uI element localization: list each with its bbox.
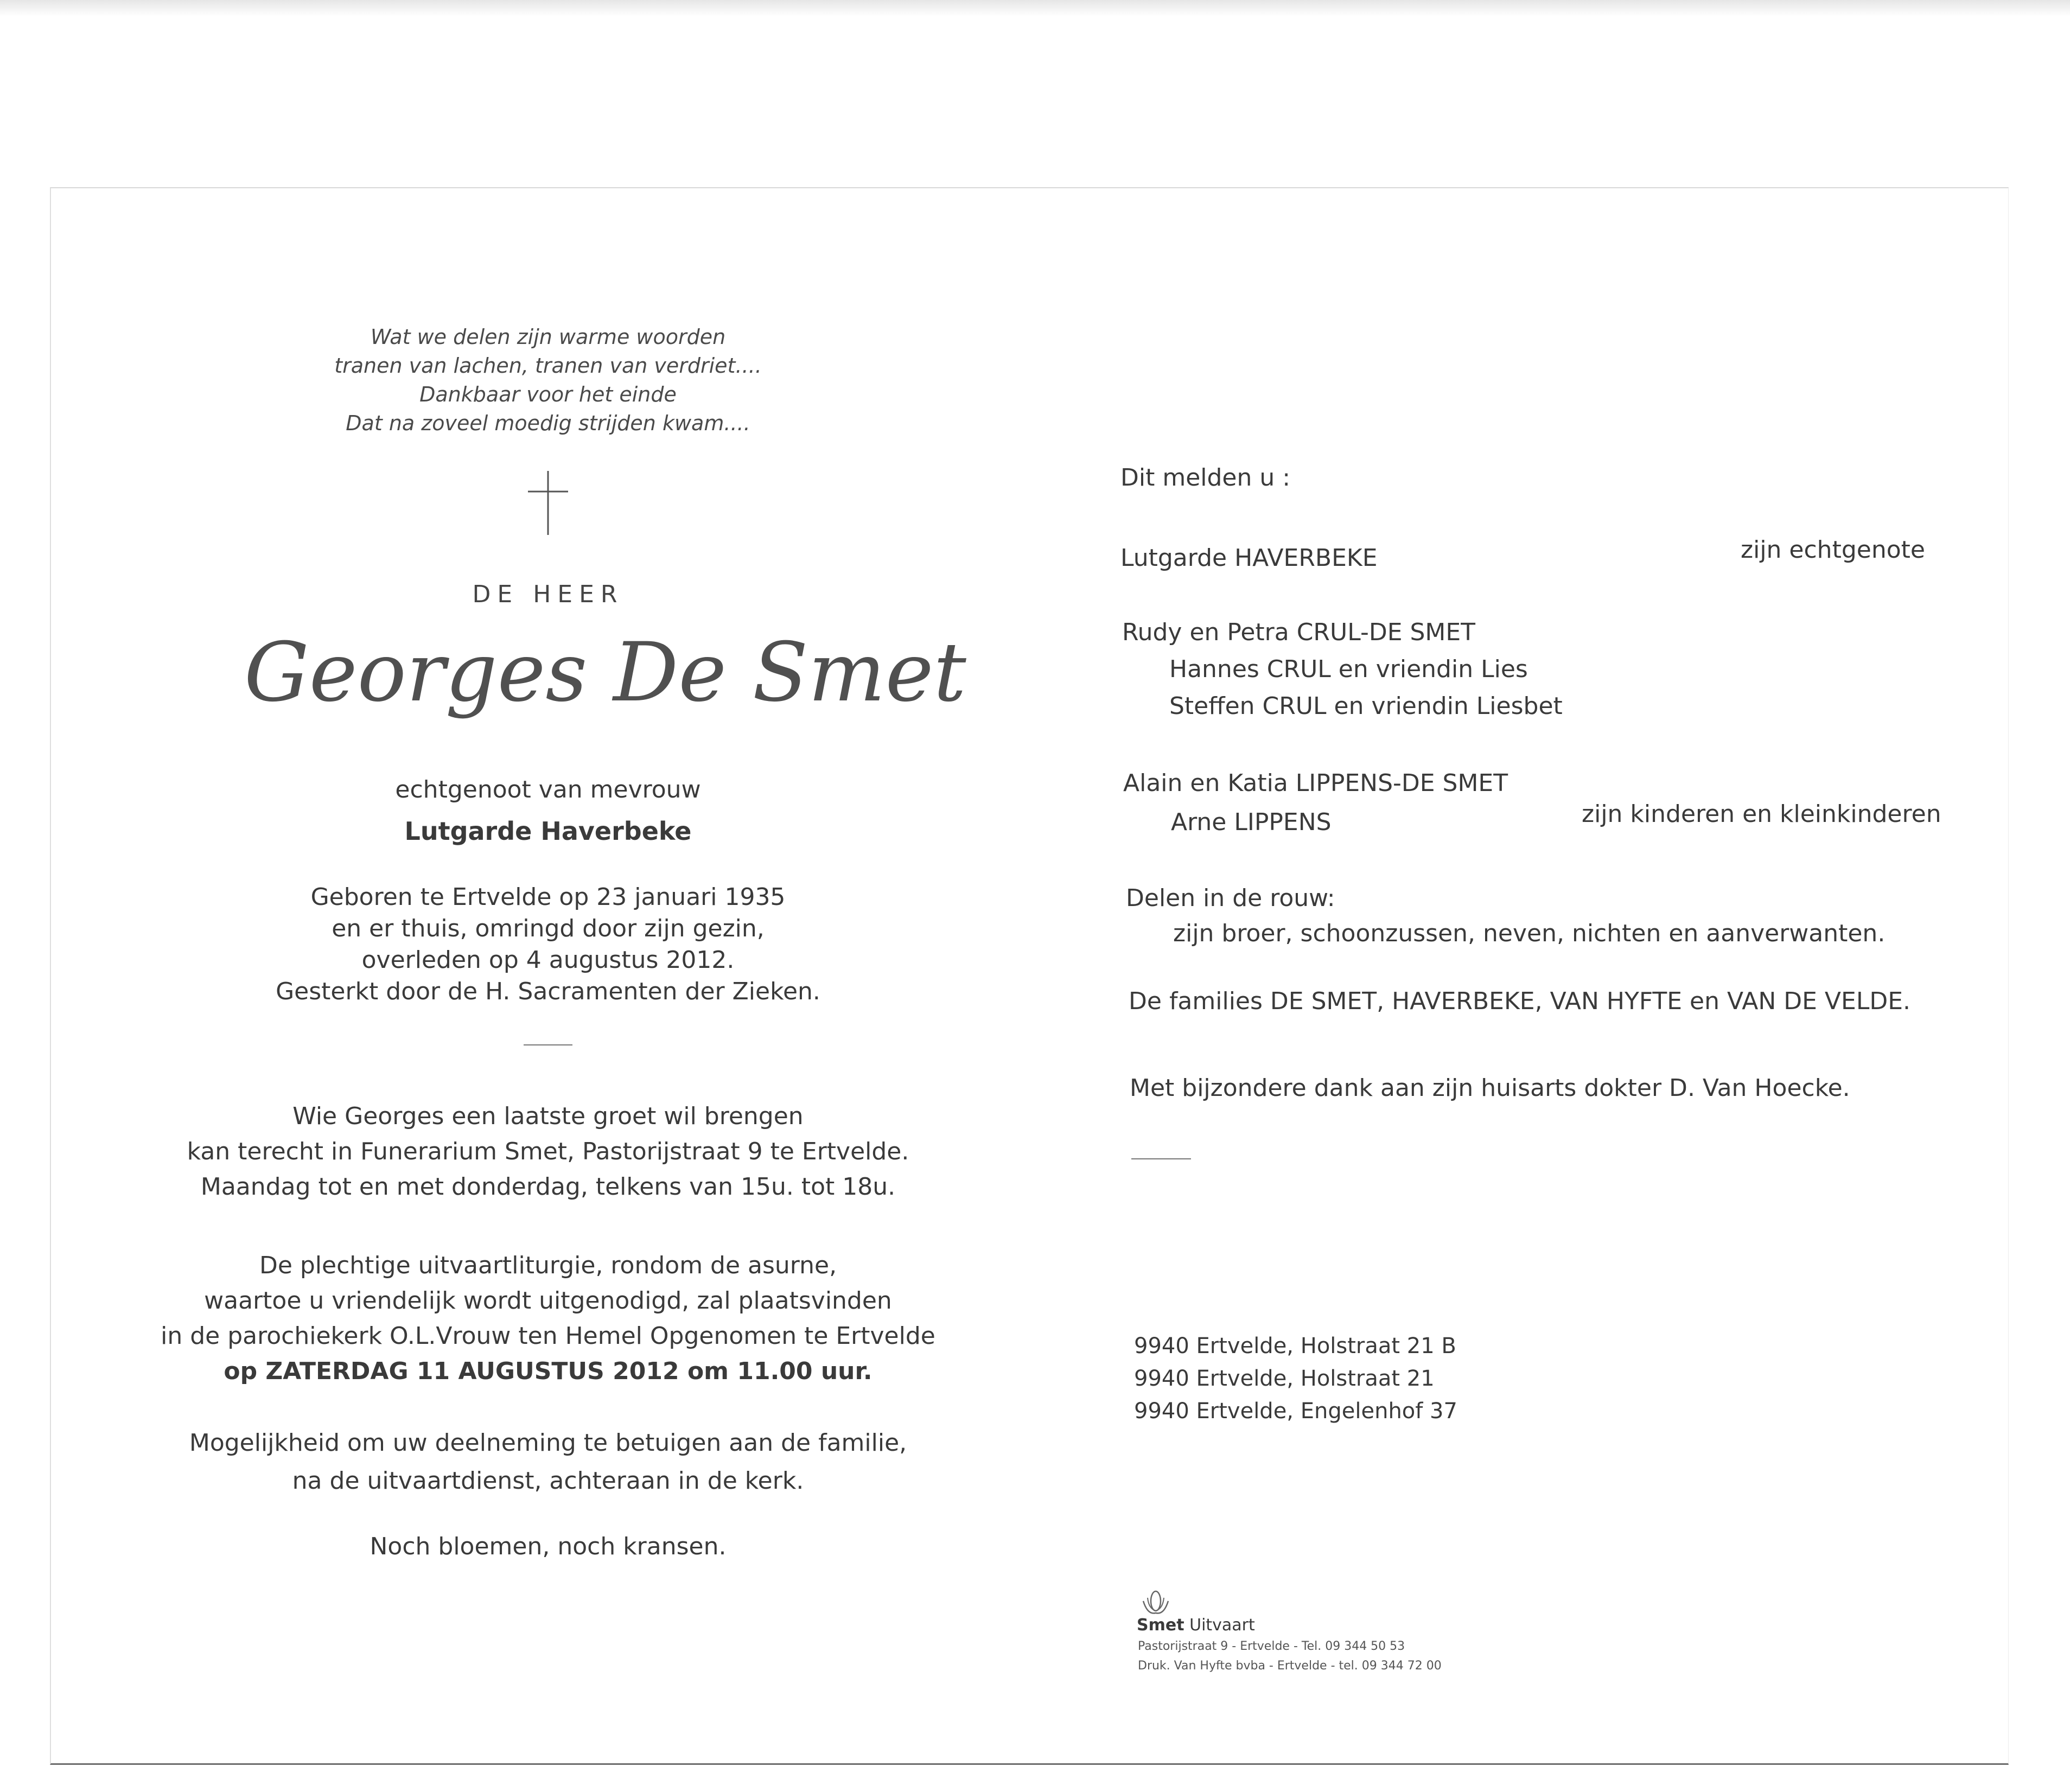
service-line: waartoe u vriendelijk wordt uitgenodigd, zal plaatsvinden (204, 1287, 892, 1315)
printer-info: Druk. Van Hyfte bvba - Ertvelde - tel. 09 344 72 00 (1138, 1659, 1442, 1673)
bio-line: Gesterkt door de H. Sacramenten der Zieken. (276, 978, 820, 1005)
spouse-intro: echtgenoot van mevrouw (395, 776, 701, 803)
poem-line: Dankbaar voor het einde (419, 382, 677, 406)
visit-line: kan terecht in Funerarium Smet, Pastorijstraat 9 te Ertvelde. (187, 1138, 909, 1165)
condolence-line: na de uitvaartdienst, achteraan in de kerk. (292, 1467, 804, 1495)
child-entry: Rudy en Petra CRUL-DE SMET (1122, 618, 1476, 646)
poem-line: tranen van lachen, tranen van verdriet.... (334, 354, 762, 378)
visit-line: Maandag tot en met donderdag, telkens van 15u. tot 18u. (200, 1173, 896, 1201)
spouse-role: zijn echtgenote (1741, 536, 1925, 564)
address-line: 9940 Ertvelde, Holstraat 21 B (1134, 1334, 1456, 1359)
announce-intro: Dit melden u : (1120, 464, 1291, 492)
bio-line: Geboren te Ertvelde op 23 januari 1935 (310, 883, 786, 911)
lotus-logo-icon (1137, 1587, 1175, 1619)
spouse-entry: Lutgarde HAVERBEKE (1120, 544, 1378, 572)
poem (260, 323, 836, 438)
no-flowers-note: Noch bloemen, noch kransen. (370, 1533, 727, 1560)
bio-line: overleden op 4 augustus 2012. (361, 946, 735, 974)
thanks-line: Met bijzondere dank aan zijn huisarts dokter D. Van Hoecke. (1130, 1074, 1850, 1102)
families-line: De families DE SMET, HAVERBEKE, VAN HYFTE en VAN DE VELDE. (1129, 987, 1910, 1015)
funeral-home-name (1137, 1616, 1255, 1635)
condolence-info (163, 1424, 933, 1500)
bio-line: en er thuis, omringd door zijn gezin, (332, 915, 765, 942)
child-entry: Alain en Katia LIPPENS-DE SMET (1123, 769, 1508, 797)
deceased-name: Georges De Smet (244, 626, 966, 720)
children-role: zijn kinderen en kleinkinderen (1582, 800, 1941, 828)
service-line: De plechtige uitvaartliturgie, rondom de asurne, (259, 1252, 837, 1279)
cross-icon (526, 471, 570, 536)
scan-top-edge (0, 0, 2070, 16)
funeral-home-name-rest: Uitvaart (1189, 1616, 1255, 1635)
service-info (141, 1248, 955, 1389)
mourning-intro: Delen in de rouw: (1126, 884, 1335, 912)
visit-line: Wie Georges een laatste groet wil brengen (292, 1102, 804, 1130)
divider (524, 1044, 572, 1045)
grandchild-entry: Hannes CRUL en vriendin Lies (1169, 655, 1528, 683)
title-prefix: DE HEER (472, 581, 624, 608)
biography (195, 882, 901, 1007)
service-line: in de parochiekerk O.L.Vrouw ten Hemel Opgenomen te Ertvelde (161, 1322, 935, 1350)
visitation-info (163, 1099, 933, 1204)
spouse-name: Lutgarde Haverbeke (404, 817, 692, 846)
condolence-line: Mogelijkheid om uw deelneming te betuigen aan de familie, (189, 1429, 907, 1457)
address-line: 9940 Ertvelde, Holstraat 21 (1134, 1366, 1435, 1391)
funeral-home-address: Pastorijstraat 9 - Ertvelde - Tel. 09 344 50 53 (1138, 1640, 1405, 1653)
service-date: op ZATERDAG 11 AUGUSTUS 2012 om 11.00 uur. (224, 1357, 872, 1385)
divider (1131, 1158, 1191, 1159)
grandchild-entry: Steffen CRUL en vriendin Liesbet (1169, 692, 1563, 720)
grandchild-entry: Arne LIPPENS (1171, 808, 1332, 836)
poem-line: Wat we delen zijn warme woorden (370, 325, 726, 349)
mourning-list: zijn broer, schoonzussen, neven, nichten en aanverwanten. (1173, 920, 1886, 947)
address-line: 9940 Ertvelde, Engelenhof 37 (1134, 1399, 1457, 1424)
poem-line: Dat na zoveel moedig strijden kwam.... (346, 411, 750, 435)
funeral-home-name-bold: Smet (1137, 1616, 1184, 1635)
